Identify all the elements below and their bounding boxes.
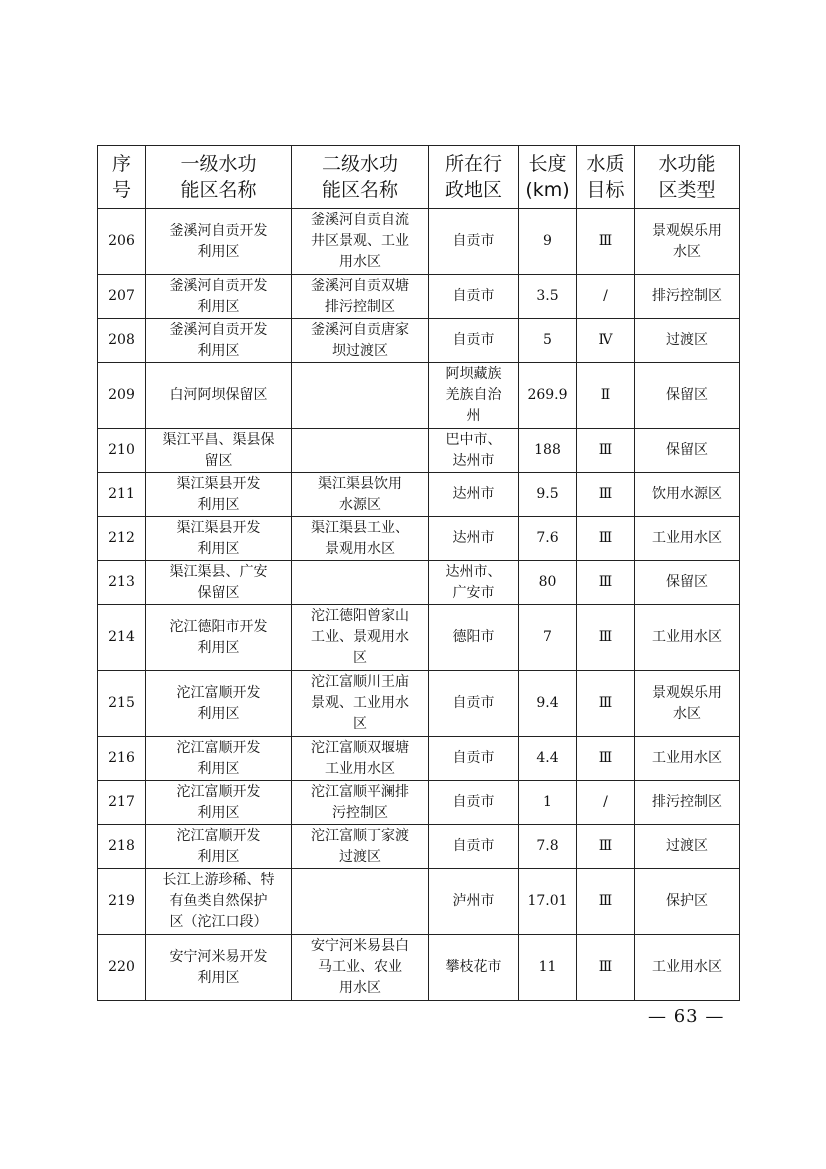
cell-primary-zone: 白河阿坝保留区 <box>146 363 292 429</box>
cell-zone-type: 工业用水区 <box>635 605 740 671</box>
cell-length: 1 <box>519 781 577 825</box>
cell-length: 188 <box>519 429 577 473</box>
cell-zone-type: 工业用水区 <box>635 517 740 561</box>
cell-secondary-zone: 安宁河米易县白 马工业、农业 用水区 <box>292 935 429 1001</box>
table-row <box>98 605 740 671</box>
cell-secondary-zone <box>292 869 429 935</box>
header-secondary-zone: 二级水功 能区名称 <box>292 146 429 209</box>
cell-secondary-zone <box>292 429 429 473</box>
cell-secondary-zone: 沱江富顺双堰塘 工业用水区 <box>292 737 429 781</box>
cell-quality-target: Ⅲ <box>577 209 635 275</box>
cell-region: 德阳市 <box>429 605 519 671</box>
cell-quality-target: Ⅱ <box>577 363 635 429</box>
cell-region: 自贡市 <box>429 275 519 319</box>
cell-length: 4.4 <box>519 737 577 781</box>
table-row <box>98 517 740 561</box>
table-row <box>98 473 740 517</box>
cell-region: 达州市 <box>429 473 519 517</box>
cell-region: 达州市 <box>429 517 519 561</box>
cell-region: 攀枝花市 <box>429 935 519 1001</box>
cell-zone-type: 饮用水源区 <box>635 473 740 517</box>
cell-serial: 218 <box>98 825 146 869</box>
cell-quality-target: Ⅲ <box>577 605 635 671</box>
page-number: — 63 — <box>648 1006 725 1027</box>
cell-zone-type: 过渡区 <box>635 319 740 363</box>
table-row <box>98 429 740 473</box>
cell-length: 3.5 <box>519 275 577 319</box>
cell-region: 自贡市 <box>429 737 519 781</box>
cell-serial: 219 <box>98 869 146 935</box>
cell-length: 7.6 <box>519 517 577 561</box>
cell-length: 80 <box>519 561 577 605</box>
table-row <box>98 935 740 1001</box>
cell-quality-target: Ⅲ <box>577 517 635 561</box>
cell-secondary-zone: 釜溪河自贡唐家 坝过渡区 <box>292 319 429 363</box>
header-primary-zone: 一级水功 能区名称 <box>146 146 292 209</box>
cell-serial: 209 <box>98 363 146 429</box>
header-length: 长度 (km) <box>519 146 577 209</box>
header-zone-type: 水功能 区类型 <box>635 146 740 209</box>
cell-region: 阿坝藏族 羌族自治 州 <box>429 363 519 429</box>
table-row <box>98 275 740 319</box>
cell-region: 自贡市 <box>429 319 519 363</box>
cell-primary-zone: 釜溪河自贡开发 利用区 <box>146 275 292 319</box>
header-region: 所在行 政地区 <box>429 146 519 209</box>
water-function-zone-table <box>97 145 740 1001</box>
cell-primary-zone: 渠江平昌、渠县保 留区 <box>146 429 292 473</box>
header-serial: 序 号 <box>98 146 146 209</box>
cell-zone-type: 工业用水区 <box>635 737 740 781</box>
cell-region: 自贡市 <box>429 209 519 275</box>
cell-region: 自贡市 <box>429 671 519 737</box>
cell-length: 9.5 <box>519 473 577 517</box>
cell-length: 11 <box>519 935 577 1001</box>
table-body <box>98 209 740 1001</box>
table-row <box>98 209 740 275</box>
cell-serial: 208 <box>98 319 146 363</box>
cell-secondary-zone: 釜溪河自贡自流 井区景观、工业 用水区 <box>292 209 429 275</box>
cell-serial: 210 <box>98 429 146 473</box>
cell-serial: 206 <box>98 209 146 275</box>
cell-zone-type: 景观娱乐用 水区 <box>635 209 740 275</box>
table-row <box>98 737 740 781</box>
cell-quality-target: / <box>577 781 635 825</box>
cell-zone-type: 保护区 <box>635 869 740 935</box>
cell-secondary-zone <box>292 561 429 605</box>
cell-zone-type: 保留区 <box>635 561 740 605</box>
cell-serial: 207 <box>98 275 146 319</box>
cell-serial: 216 <box>98 737 146 781</box>
cell-length: 7 <box>519 605 577 671</box>
cell-length: 5 <box>519 319 577 363</box>
cell-quality-target: Ⅳ <box>577 319 635 363</box>
cell-primary-zone: 渠江渠县开发 利用区 <box>146 517 292 561</box>
table-row <box>98 869 740 935</box>
cell-quality-target: Ⅲ <box>577 561 635 605</box>
cell-zone-type: 保留区 <box>635 363 740 429</box>
table-header <box>98 146 740 209</box>
cell-zone-type: 排污控制区 <box>635 275 740 319</box>
cell-serial: 212 <box>98 517 146 561</box>
cell-serial: 215 <box>98 671 146 737</box>
cell-secondary-zone: 沱江富顺川王庙 景观、工业用水 区 <box>292 671 429 737</box>
cell-secondary-zone: 渠江渠县工业、 景观用水区 <box>292 517 429 561</box>
cell-primary-zone: 渠江渠县、广安 保留区 <box>146 561 292 605</box>
table-row <box>98 561 740 605</box>
header-quality-target: 水质 目标 <box>577 146 635 209</box>
cell-quality-target: Ⅲ <box>577 869 635 935</box>
cell-zone-type: 景观娱乐用 水区 <box>635 671 740 737</box>
cell-primary-zone: 釜溪河自贡开发 利用区 <box>146 319 292 363</box>
cell-length: 17.01 <box>519 869 577 935</box>
cell-primary-zone: 釜溪河自贡开发 利用区 <box>146 209 292 275</box>
cell-primary-zone: 渠江渠县开发 利用区 <box>146 473 292 517</box>
cell-region: 巴中市、 达州市 <box>429 429 519 473</box>
cell-serial: 214 <box>98 605 146 671</box>
cell-length: 9.4 <box>519 671 577 737</box>
table-row <box>98 825 740 869</box>
cell-primary-zone: 沱江富顺开发 利用区 <box>146 781 292 825</box>
cell-quality-target: / <box>577 275 635 319</box>
cell-serial: 213 <box>98 561 146 605</box>
cell-length: 7.8 <box>519 825 577 869</box>
cell-primary-zone: 沱江富顺开发 利用区 <box>146 737 292 781</box>
cell-quality-target: Ⅲ <box>577 825 635 869</box>
cell-secondary-zone: 渠江渠县饮用 水源区 <box>292 473 429 517</box>
cell-region: 自贡市 <box>429 781 519 825</box>
table-row <box>98 671 740 737</box>
cell-quality-target: Ⅲ <box>577 671 635 737</box>
cell-zone-type: 排污控制区 <box>635 781 740 825</box>
cell-secondary-zone: 釜溪河自贡双塘 排污控制区 <box>292 275 429 319</box>
cell-primary-zone: 沱江德阳市开发 利用区 <box>146 605 292 671</box>
cell-secondary-zone: 沱江富顺丁家渡 过渡区 <box>292 825 429 869</box>
cell-length: 269.9 <box>519 363 577 429</box>
cell-secondary-zone: 沱江富顺平澜排 污控制区 <box>292 781 429 825</box>
cell-primary-zone: 安宁河米易开发 利用区 <box>146 935 292 1001</box>
cell-serial: 220 <box>98 935 146 1001</box>
table-row <box>98 781 740 825</box>
table-row <box>98 363 740 429</box>
cell-length: 9 <box>519 209 577 275</box>
cell-quality-target: Ⅲ <box>577 473 635 517</box>
cell-secondary-zone <box>292 363 429 429</box>
cell-primary-zone: 沱江富顺开发 利用区 <box>146 671 292 737</box>
cell-zone-type: 过渡区 <box>635 825 740 869</box>
cell-zone-type: 保留区 <box>635 429 740 473</box>
header-row <box>98 146 740 209</box>
cell-primary-zone: 沱江富顺开发 利用区 <box>146 825 292 869</box>
table-row <box>98 319 740 363</box>
cell-region: 达州市、 广安市 <box>429 561 519 605</box>
cell-zone-type: 工业用水区 <box>635 935 740 1001</box>
cell-primary-zone: 长江上游珍稀、特 有鱼类自然保护 区（沱江口段） <box>146 869 292 935</box>
cell-quality-target: Ⅲ <box>577 429 635 473</box>
cell-quality-target: Ⅲ <box>577 935 635 1001</box>
cell-region: 自贡市 <box>429 825 519 869</box>
cell-secondary-zone: 沱江德阳曾家山 工业、景观用水 区 <box>292 605 429 671</box>
cell-serial: 211 <box>98 473 146 517</box>
cell-serial: 217 <box>98 781 146 825</box>
cell-quality-target: Ⅲ <box>577 737 635 781</box>
cell-region: 泸州市 <box>429 869 519 935</box>
